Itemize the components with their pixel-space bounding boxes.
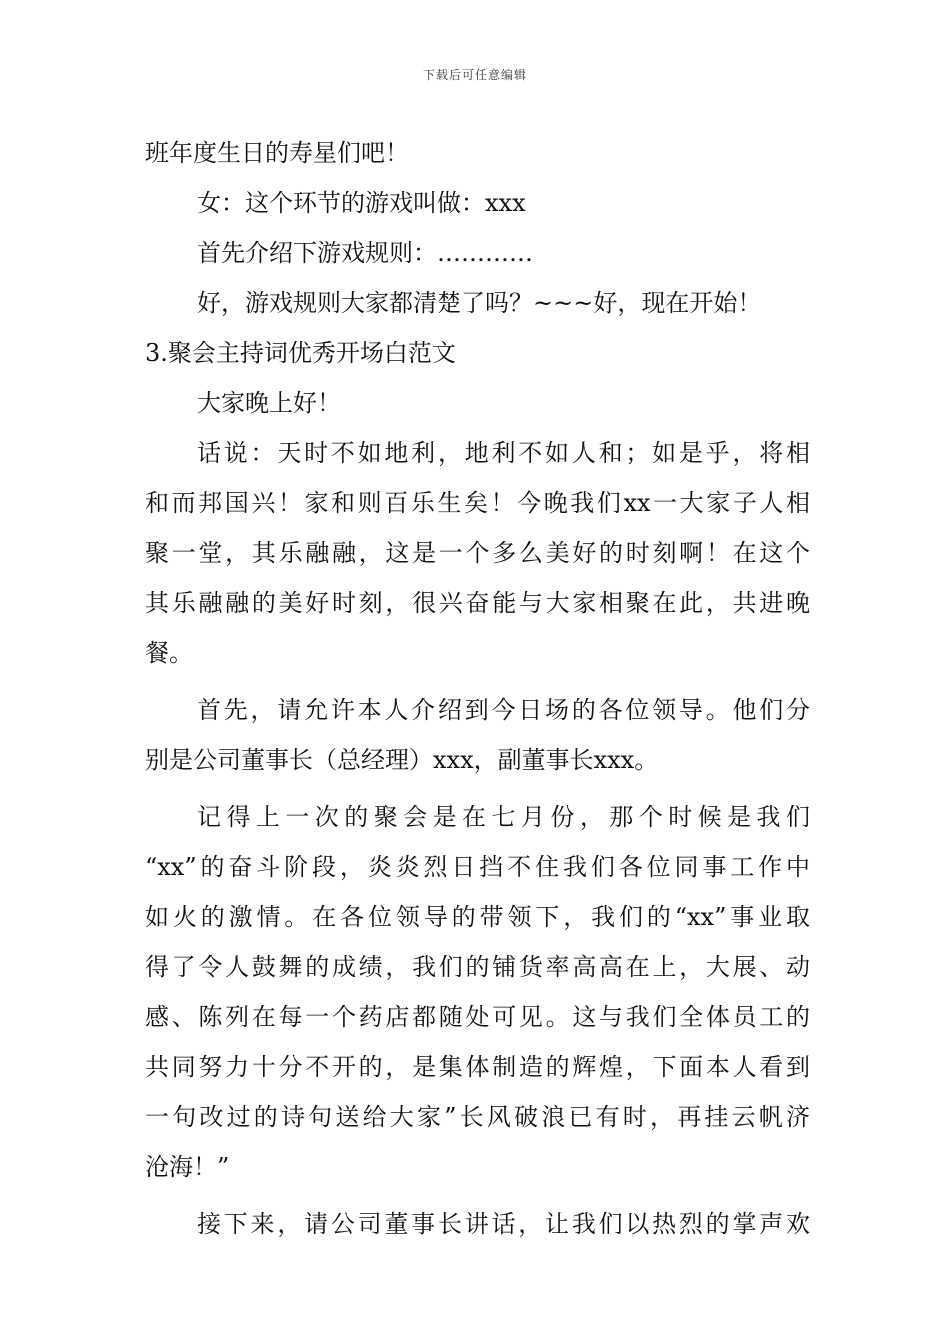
text-line: 感、陈列在每一个药店都随处可见。这与我们全体员工的 <box>145 1003 810 1031</box>
text-line: 如火的激情。在各位领导的带领下，我们的“xx”事业取 <box>145 903 810 931</box>
text-line: 班年度生日的寿星们吧！ <box>145 139 409 167</box>
text-line: 大家晚上好！ <box>197 389 341 417</box>
text-line: 聚一堂，其乐融融，这是一个多么美好的时刻啊！在这个 <box>145 539 810 567</box>
document-body <box>145 128 810 1249</box>
text-line: 好，游戏规则大家都清楚了吗？~~~好，现在开始！ <box>197 289 762 317</box>
text-line: “xx”的奋斗阶段，炎炎烈日挡不住我们各位同事工作中 <box>145 853 810 881</box>
text-line: 得了令人鼓舞的成绩，我们的铺货率高高在上，大展、动 <box>145 953 810 981</box>
text-line: 餐。 <box>145 639 193 667</box>
text-line: 沧海！” <box>145 1153 230 1181</box>
text-line: 共同努力十分不开的，是集体制造的辉煌，下面本人看到 <box>145 1053 810 1081</box>
page-header: 下载后可任意编辑 <box>422 68 527 82</box>
text-line: 和而邦国兴！家和则百乐生矣！今晚我们xx一大家子人相 <box>145 489 810 517</box>
text-line: 记得上一次的聚会是在七月份，那个时候是我们 <box>197 803 810 831</box>
text-line: 话说：天时不如地利，地利不如人和；如是乎，将相 <box>197 439 810 467</box>
text-line: 女：这个环节的游戏叫做：xxx <box>197 189 526 217</box>
text-line: 接下来，请公司董事长讲话，让我们以热烈的掌声欢 <box>197 1210 810 1238</box>
text-line: 首先介绍下游戏规则：………… <box>197 239 533 267</box>
text-line: 别是公司董事长（总经理）xxx，副董事长xxx。 <box>145 746 659 774</box>
section-heading: 3.聚会主持词优秀开场白范文 <box>145 339 456 367</box>
text-line: 其乐融融的美好时刻，很兴奋能与大家相聚在此，共进晚 <box>145 589 810 617</box>
text-line: 一句改过的诗句送给大家”长风破浪已有时，再挂云帆济 <box>145 1103 810 1131</box>
text-line: 首先，请允许本人介绍到今日场的各位领导。他们分 <box>197 696 810 724</box>
